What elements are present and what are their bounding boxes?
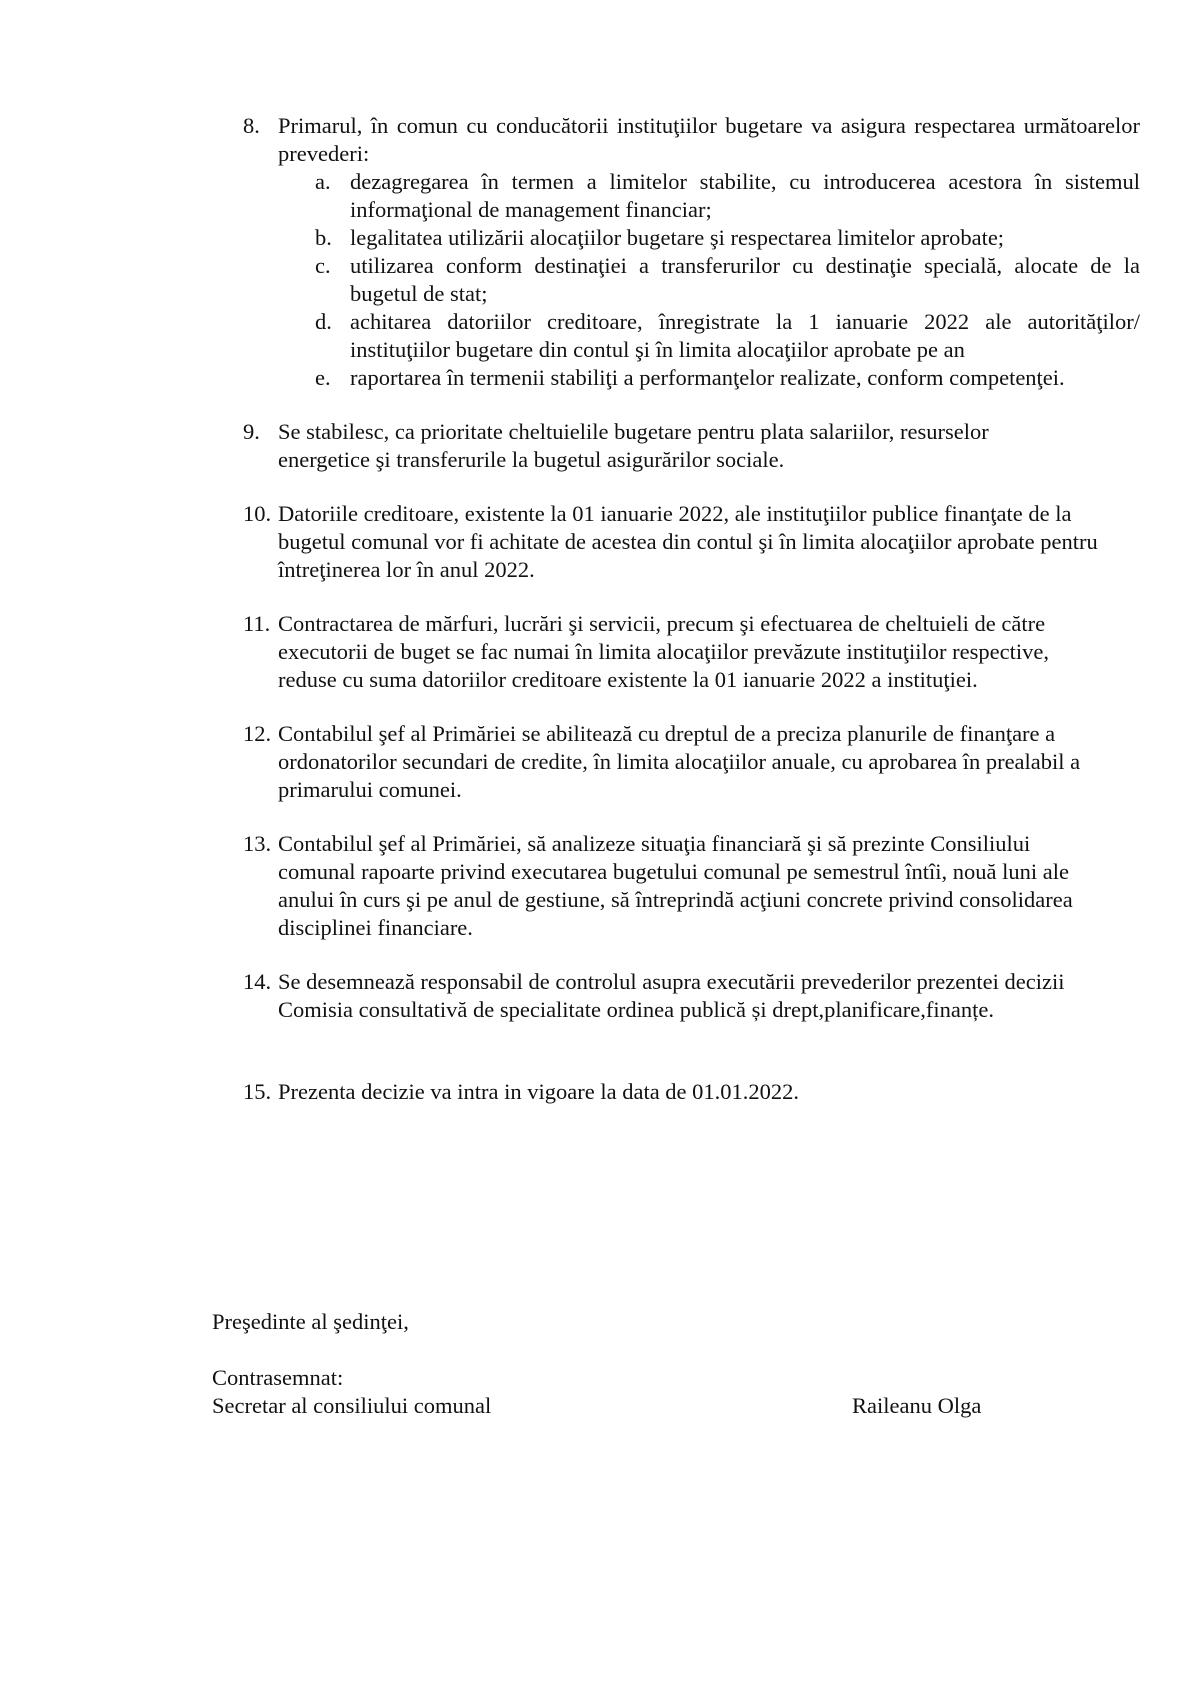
sub-item-text: dezagregarea în termen a limitelor stabilite, cu introducerea acestora în sistemul informaţional de management financiar; [350, 169, 1140, 222]
item-number: 9. [243, 419, 260, 444]
president-signature-line [212, 1308, 1092, 1336]
sub-item-text: raportarea în termenii stabiliţi a performanţelor realizate, conform competenţei. [350, 365, 1065, 390]
sub-item-text: legalitatea utilizării alocaţiilor bugetare şi respectarea limitelor aprobate; [350, 225, 1005, 250]
spacer [243, 392, 1105, 418]
decision-item-13 [243, 830, 1105, 942]
spacer [243, 584, 1105, 610]
item-text: Contabilul şef al Primăriei se abilitează cu dreptul de a preciza planurile de finanţare a ordonatorilor secundari de credite, în limita alocaţiilor anuale, cu aprobarea în prealabil a primarului comunei. [278, 721, 1081, 802]
sub-items-list [278, 168, 1140, 392]
item-number: 10. [243, 501, 272, 526]
decision-item-12 [243, 720, 1105, 804]
item-text: Prezenta decizie va intra in vigoare la data de 01.01.2022. [278, 1079, 800, 1104]
president-label: Preşedinte al şedinţei, [212, 1309, 409, 1334]
item-number: 13. [243, 831, 272, 856]
item-text: Primarul, în comun cu conducătorii instituţiilor bugetare va asigura respectarea următoarelor prevederi: [278, 113, 1140, 166]
sub-item-letter: c. [315, 253, 331, 278]
item-text: Contractarea de mărfuri, lucrări şi servicii, precum şi efectuarea de cheltuieli de către executorii de buget se fac numai în limita alocaţiilor prevăzute instituţiilor respective, reduse cu suma datoriilor creditoare existente la 01 ianuarie 2022 a instituţiei. [278, 611, 1049, 692]
secretary-signature-line [212, 1392, 1092, 1420]
spacer [243, 942, 1105, 968]
sub-item-letter: a. [315, 169, 331, 194]
sub-item-letter: d. [315, 309, 332, 334]
sub-item-e [278, 364, 1140, 392]
item-number: 14. [243, 969, 272, 994]
sub-item-letter: e. [315, 365, 331, 390]
item-number: 15. [243, 1079, 272, 1104]
decision-item-9 [243, 418, 1038, 474]
spacer [243, 804, 1105, 830]
spacer [243, 474, 1105, 500]
spacer [243, 694, 1105, 720]
item-text: Se desemnează responsabil de controlul asupra executării prevederilor prezentei decizii Comisia consultativă de specialitate ordinea publică și drept,planificare,finanțe. [278, 969, 1065, 1022]
item-text: Contabilul şef al Primăriei, să analizeze situaţia financiară şi să prezinte Consiliului comunal rapoarte privind executarea bugetului comunal pe semestrul întîi, nouă luni ale anului în curs şi pe anul de gestiune, să întreprindă acţiuni concrete privind consolidarea disciplinei financiare. [278, 831, 1073, 940]
sub-item-text: utilizarea conform destinaţiei a transferurilor cu destinaţie specială, alocate de la bugetul de stat; [350, 253, 1140, 306]
sub-item-text: achitarea datoriilor creditoare, înregistrate la 1 ianuarie 2022 ale autorităţilor/ instituţiilor bugetare din contul şi în limita alocaţiilor aprobate pe an [350, 309, 1140, 362]
item-number: 11. [243, 611, 271, 636]
sub-item-b [278, 224, 1140, 252]
sub-item-d [278, 308, 1140, 364]
item-number: 8. [243, 113, 260, 138]
decision-items-list [243, 112, 1140, 1106]
decision-item-8 [243, 112, 1140, 392]
secretary-name: Raileanu Olga [852, 1393, 982, 1418]
countersigned-label: Contrasemnat: [212, 1365, 344, 1390]
sub-item-c [278, 252, 1140, 308]
decision-item-14 [243, 968, 1068, 1024]
countersigned-line [212, 1364, 1092, 1392]
item-text: Se stabilesc, ca prioritate cheltuielile bugetare pentru plata salariilor, resurselor energetice şi transferurile la bugetul asigurărilor sociale. [278, 419, 989, 472]
item-number: 12. [243, 721, 272, 746]
decision-item-15 [243, 1078, 1105, 1106]
item-text: Datoriile creditoare, existente la 01 ianuarie 2022, ale instituţiilor publice finanţate de la bugetul comunal vor fi achitate de acestea din contul şi în limita alocaţiilor aprobate pentru întreţinerea lor în anul 2022. [278, 501, 1098, 582]
sub-item-letter: b. [315, 225, 332, 250]
decision-item-10 [243, 500, 1105, 584]
decision-item-11 [243, 610, 1105, 694]
secretary-title: Secretar al consiliului comunal [212, 1393, 492, 1418]
sub-item-a [278, 168, 1140, 224]
spacer [243, 1024, 1105, 1078]
